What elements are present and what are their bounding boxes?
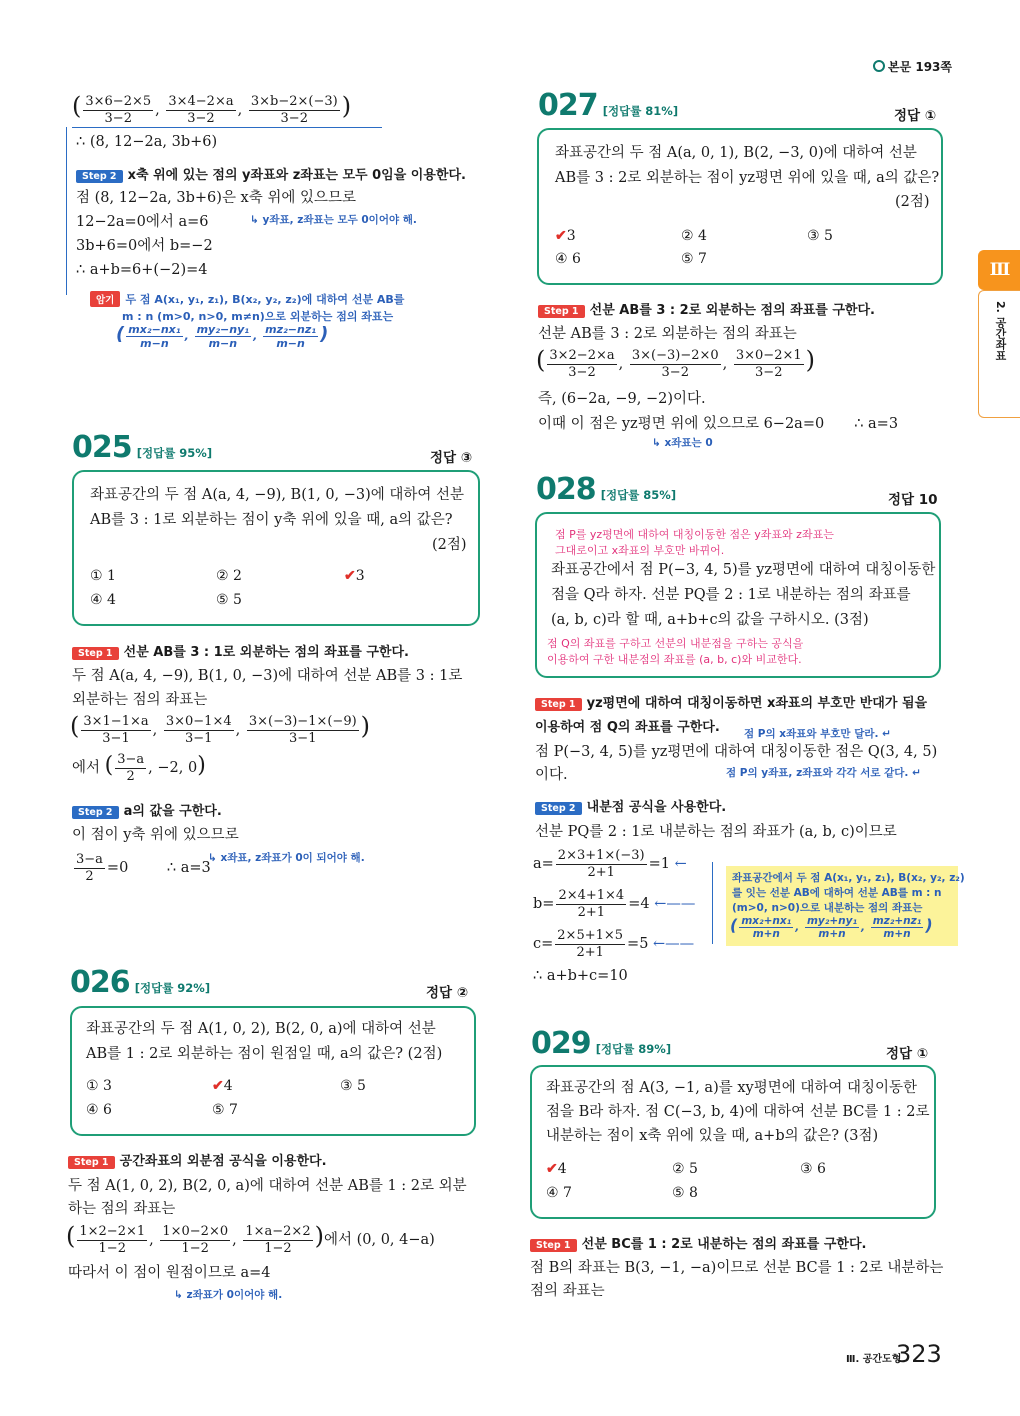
solution-line: ∴ a+b=6+(−2)=4 — [76, 262, 208, 278]
frac-numerator: 1×2−2×1 — [79, 1223, 146, 1239]
frac-denominator: 3−1 — [102, 730, 130, 746]
frac-denominator: 3−2 — [187, 110, 215, 126]
choice-4[interactable]: ④ 7 — [546, 1185, 572, 1201]
step-badge: Step 2 — [535, 802, 582, 815]
step-badge: Step 1 — [538, 305, 585, 318]
question-line: (a, b, c)라 할 때, a+b+c의 값을 구하시오. (3점) — [551, 612, 869, 628]
frac-denominator: 2+1 — [577, 904, 606, 920]
question-line: 내분하는 점이 x축 위에 있을 때, a+b의 값은? (3점) — [546, 1128, 879, 1144]
step-badge: Step 1 — [68, 1156, 115, 1169]
problem-025-box — [72, 470, 480, 626]
frac-numerator: my₂+ny₁ — [806, 915, 858, 927]
step2-header — [535, 796, 726, 815]
frac-denominator: 1−2 — [181, 1240, 209, 1256]
frac-denominator: 1−2 — [264, 1240, 292, 1256]
frac-numerator: 2×4+1×4 — [558, 888, 625, 903]
frac-numerator: my₂−ny₁ — [196, 323, 250, 336]
solution-line: 점 P(−3, 4, 5)를 yz평면에 대하여 대칭이동한 점은 Q(3, 4, 5) — [535, 744, 938, 760]
tip-formula: ( $\frac{\text{mx₂−nx₁}}{m-n}$ , $\frac{\text{my₂−ny₁}}{m-n}$ , $\frac{\text{mz₂−nz₁}}{m-n}$ ) — [116, 323, 329, 350]
frac-numerator: 3×2−2×a — [549, 347, 615, 363]
points: (2점) — [432, 537, 467, 553]
frac-numerator: 3×1−1×a — [83, 713, 149, 729]
section-label: 2. 공간좌표 — [994, 301, 1007, 361]
footer-chapter: Ⅲ. 공간도형 — [846, 1354, 902, 1365]
accuracy-rate: [정답률 89%] — [595, 1042, 672, 1056]
formula-fraction: ( $\frac{\text{mx₂+nx₁}}{m+n}$ , $\frac{\text{my₂+ny₁}}{m+n}$ , $\frac{\text{mz₂+nz₁}}{m+n}$ ) — [730, 915, 933, 940]
chapter-tab — [978, 250, 1020, 290]
choice-5[interactable]: ⑤ 7 — [212, 1102, 238, 1118]
frac-numerator: 3×(−3)−1×(−9) — [248, 713, 357, 729]
frac-numerator: 3×0−1×4 — [165, 713, 232, 729]
arrow-icon: ↳ — [208, 852, 221, 864]
arrow-icon: ↳ — [250, 214, 263, 226]
frac-numerator: 3×0−2×1 — [735, 347, 802, 363]
question-line: AB를 3 : 1로 외분하는 점이 y축 위에 있을 때, a의 값은? — [90, 512, 453, 528]
problem-026-header — [70, 965, 210, 1000]
hint-note: 점 Q의 좌표를 구하고 선분의 내분점을 구하는 공식을 — [547, 637, 804, 650]
annotation-note: ↳ z좌표가 0이어야 해. — [174, 1289, 283, 1301]
step-badge: Step 1 — [72, 647, 119, 660]
frac-numerator: 3×(−3)−2×0 — [631, 347, 719, 363]
step-title: a의 값을 구한다. — [123, 804, 222, 819]
checkmark-icon: ✔ — [546, 1161, 558, 1177]
step-title: 선분 AB를 3 : 1로 외분하는 점의 좌표를 구한다. — [123, 645, 409, 660]
frac-denominator: 3−1 — [289, 730, 317, 746]
problem-029-header — [531, 1026, 671, 1061]
solution-line: 점의 좌표는 — [530, 1283, 605, 1299]
solution-line: 두 점 A(1, 0, 2), B(2, 0, a)에 대하여 선분 AB를 1 : 2로 외분 — [68, 1178, 467, 1194]
equation-c: c= $\frac{2\times 5+1\times 5}{2+1}$ =5 ←—— — [533, 928, 695, 960]
step-title: yz평면에 대하여 대칭이동하면 x좌표의 부호만 반대가 됨을 — [586, 696, 928, 711]
equation-a: a= $\frac{2\times 3+1\times(-3)}{2+1}$ =1 ← — [533, 848, 687, 880]
equation-b: b= $\frac{2\times 4+1\times 4}{2+1}$ =4 ←—— — [533, 888, 696, 920]
question-line: 점을 B라 하자. 점 C(−3, b, 4)에 대하여 선분 BC를 1 : 2로 — [546, 1104, 930, 1120]
external-point-formula: ( $\frac{3\times 2-2\times a}{3-2}$ , $\frac{3\times(-3)-2\times 0}{3-2}$ , $\frac{3\times 0-2\times 1}{3-2}$ ) — [536, 346, 816, 380]
choice-2[interactable]: ② 4 — [681, 228, 707, 244]
frac-numerator: 3×b−2×(−3) — [250, 93, 338, 109]
solution-line: 이다. — [535, 767, 568, 783]
step-title: x축 위에 있는 점의 y좌표와 z좌표는 모두 0임을 이용한다. — [127, 168, 466, 183]
solution-line: 선분 PQ를 2 : 1로 내분하는 점의 좌표가 (a, b, c)이므로 — [535, 824, 897, 840]
solution-line: 점 (8, 12−2a, 3b+6)은 x축 위에 있으므로 — [76, 190, 357, 206]
accuracy-rate: [정답률 85%] — [600, 488, 677, 502]
step1-header — [72, 641, 409, 660]
step-title: 이용하여 점 Q의 좌표를 구한다. — [535, 720, 720, 735]
solution-line: ∴ a+b+c=10 — [533, 968, 628, 984]
formula-box — [726, 866, 965, 946]
checkmark-icon: ✔ — [555, 228, 567, 244]
frac-denominator: 2 — [85, 868, 94, 884]
step1-header — [530, 1233, 866, 1252]
problem-number: 026 — [70, 965, 130, 1000]
circle-bullet-icon — [873, 60, 885, 72]
frac-denominator: 2+1 — [587, 864, 615, 880]
step-badge: Step 1 — [530, 1239, 577, 1252]
choice-2[interactable]: ② 2 — [216, 568, 242, 584]
solution-line: 3b+6=0에서 b=−2 — [76, 238, 213, 254]
solution-line: 두 점 A(a, 4, −9), B(1, 0, −3)에 대하여 선분 AB를 3 : 1로 — [72, 668, 463, 684]
external-point-formula: ( $\frac{1\times 2-2\times 1}{1-2}$ , $\frac{1\times 0-2\times 0}{1-2}$ , $\frac{1\times a-2\times 2}{1-2}$ )에서 (0, 0, 4−a) — [66, 1222, 435, 1256]
question-line: AB를 3 : 2로 외분하는 점이 yz평면 위에 있을 때, a의 값은? — [555, 170, 940, 186]
problem-025-header — [72, 430, 212, 465]
choice-4[interactable]: ④ 6 — [86, 1102, 112, 1118]
choice-3[interactable]: ③ 5 — [340, 1078, 366, 1094]
question-line: 좌표공간의 두 점 A(1, 0, 2), B(2, 0, a)에 대하여 선분 — [86, 1021, 436, 1037]
hint-note: 그대로이고 x좌표의 부호만 바뀌어. — [555, 544, 725, 557]
frac-numerator: mz₂−nz₁ — [265, 323, 317, 336]
frac-denominator: 3−1 — [185, 730, 213, 746]
step-title: 선분 BC를 1 : 2로 내분하는 점의 좌표를 구한다. — [581, 1237, 867, 1252]
choice-2[interactable]: ② 5 — [672, 1161, 698, 1177]
solution-line: 에서 ( $\frac{3-a}{2}$ , −2, 0) — [72, 752, 206, 784]
step-title: 내분점 공식을 사용한다. — [586, 800, 727, 815]
step-badge: Step 1 — [535, 698, 582, 711]
step-badge: Step 2 — [72, 806, 119, 819]
frac-denominator: m−n — [140, 337, 169, 350]
answer-label: 정답 ③ — [430, 450, 473, 466]
annotation-note: 점 P의 y좌표, z좌표와 각각 서로 같다. ↵ — [726, 767, 921, 779]
problem-027-box — [537, 128, 943, 285]
external-point-formula: ( $\frac{3\times 6-2\times 5}{3-2}$ , $\frac{3\times 4-2\times a}{3-2}$ , $\frac{3\times b-2\times(-3)}{3-2}$ ) — [72, 92, 352, 126]
frac-numerator: 3×6−2×5 — [85, 93, 152, 109]
choice-4[interactable]: ④ 6 — [555, 251, 581, 267]
frac-denominator: m+n — [883, 928, 911, 940]
solution-line: $\frac{3-a}{2}$ =0 ∴ a=3 — [76, 852, 211, 884]
step2-header — [76, 164, 466, 183]
accuracy-rate: [정답률 92%] — [134, 981, 211, 995]
question-line: 좌표공간에서 점 P(−3, 4, 5)를 yz평면에 대하여 대칭이동한 — [551, 562, 936, 578]
frac-numerator: mx₂−nx₁ — [128, 323, 181, 336]
problem-027-header — [538, 88, 678, 123]
tip-text: m : n (m>0, n>0, m≠n)으로 외분하는 점의 좌표는 — [122, 310, 394, 323]
frac-numerator: mz₂+nz₁ — [872, 915, 922, 927]
choice-2-correct[interactable]: ✔4 — [212, 1078, 233, 1094]
frac-numerator: mx₂+nx₁ — [741, 915, 792, 927]
frac-numerator: 3−a — [117, 752, 145, 767]
annotation-note: ↳ y좌표, z좌표는 모두 0이어야 해. — [250, 214, 417, 226]
annotation-note: ↳ x좌표는 0 — [652, 437, 713, 449]
question-line: 좌표공간의 점 A(3, −1, a)를 xy평면에 대하여 대칭이동한 — [546, 1080, 918, 1096]
accuracy-rate: [정답률 81%] — [602, 104, 679, 118]
solution-line: 선분 AB를 3 : 2로 외분하는 점의 좌표는 — [538, 326, 797, 342]
annotation-note: ↳ x좌표, z좌표가 0이 되어야 해. — [208, 852, 365, 864]
step1-header — [68, 1150, 327, 1169]
section-tab — [978, 290, 1020, 418]
page-reference: 본문 193쪽 — [873, 58, 952, 75]
problem-026-box — [70, 1006, 476, 1136]
problem-029-box — [530, 1065, 936, 1219]
solution-line: 외분하는 점의 좌표는 — [72, 692, 208, 708]
problem-number: 029 — [531, 1026, 591, 1061]
choice-4[interactable]: ④ 4 — [90, 592, 116, 608]
page-number: 323 — [896, 1340, 942, 1368]
frac-numerator: 1×a−2×2 — [245, 1223, 311, 1239]
solution-line: 이때 이 점은 yz평면 위에 있으므로 6−2a=0 ∴ a=3 — [538, 416, 899, 432]
checkmark-icon: ✔ — [344, 568, 356, 584]
points: (2점) — [895, 194, 930, 210]
external-point-formula: ( $\frac{3\times 1-1\times a}{3-1}$ , $\frac{3\times 0-1\times 4}{3-1}$ , $\frac{3\times(-3)-1\times(-9)}{3-1}$ ) — [70, 712, 371, 746]
question-line: 좌표공간의 두 점 A(a, 4, −9), B(1, 0, −3)에 대하여 선분 — [90, 487, 465, 503]
choice-3[interactable]: ③ 6 — [800, 1161, 826, 1177]
frac-denominator: m+n — [752, 928, 780, 940]
arrow-icon: ↵ — [908, 767, 921, 779]
solution-line: 점 B의 좌표는 B(3, −1, −a)이므로 선분 BC를 1 : 2로 내분하는 — [530, 1260, 944, 1276]
arrow-icon: ↳ — [174, 1289, 187, 1301]
solution-line: 이 점이 y축 위에 있으므로 — [72, 827, 239, 843]
step1-header — [535, 692, 927, 711]
question-line: 점을 Q라 하자. 선분 PQ를 2 : 1로 내분하는 점의 좌표를 — [551, 587, 911, 603]
frac-denominator: 3−2 — [755, 364, 783, 380]
tip-text: 두 점 A(x₁, y₁, z₁), B(x₂, y₂, z₂)에 대하여 선분 AB를 — [125, 293, 405, 306]
frac-denominator: 3−2 — [661, 364, 689, 380]
frac-denominator: m−n — [276, 337, 305, 350]
choice-1[interactable]: ① 3 — [86, 1078, 112, 1094]
memorize-tip — [90, 288, 404, 307]
step-title: 공간좌표의 외분점 공식을 이용한다. — [119, 1154, 327, 1169]
chapter-numeral: Ⅲ — [989, 260, 1011, 280]
solution-line: 하는 점의 좌표는 — [68, 1201, 176, 1217]
frac-numerator: 3−a — [76, 852, 103, 867]
step-title: 선분 AB를 3 : 2로 외분하는 점의 좌표를 구한다. — [589, 303, 875, 318]
highlight-underline — [72, 127, 382, 128]
answer-label: 정답 10 — [888, 492, 938, 508]
frac-denominator: 3−2 — [104, 110, 132, 126]
choice-3-correct[interactable]: ✔3 — [344, 568, 365, 584]
frac-denominator: m−n — [208, 337, 238, 350]
question-line: AB를 1 : 2로 외분하는 점이 원점일 때, a의 값은? (2점) — [86, 1046, 443, 1062]
annotation-note: 점 P의 x좌표와 부호만 달라. ↵ — [744, 728, 891, 740]
hint-note: 이용하여 구한 내분점의 좌표를 (a, b, c)와 비교한다. — [547, 653, 802, 666]
hint-note: 점 P를 yz평면에 대하여 대칭이동한 점은 y좌표와 z좌표는 — [555, 528, 834, 541]
choice-1-correct[interactable]: ✔4 — [546, 1161, 567, 1177]
choice-3[interactable]: ③ 5 — [807, 228, 833, 244]
choice-1[interactable]: ① 1 — [90, 568, 116, 584]
frac-denominator: 3−2 — [280, 110, 308, 126]
choice-1-correct[interactable]: ✔3 — [555, 228, 576, 244]
solution-line: 12−2a=0에서 a=6 — [76, 214, 209, 230]
result-line: ∴ (8, 12−2a, 3b+6) — [76, 134, 218, 150]
answer-label: 정답 ② — [426, 985, 469, 1001]
formula-text: 좌표공간에서 두 점 A(x₁, y₁, z₁), B(x₂, y₂, z₂) — [732, 872, 965, 884]
frac-denominator: 2+1 — [576, 944, 604, 960]
step2-header — [72, 800, 222, 819]
frac-denominator: 3−2 — [568, 364, 596, 380]
bracket-line — [712, 862, 713, 944]
formula-text: (m>0, n>0)으로 내분하는 점의 좌표는 — [732, 902, 923, 914]
frac-numerator: 2×3+1×(−3) — [557, 848, 645, 863]
checkmark-icon: ✔ — [212, 1078, 224, 1094]
problem-028-box — [535, 512, 941, 678]
problem-number: 025 — [72, 430, 132, 465]
choice-5[interactable]: ⑤ 8 — [672, 1185, 698, 1201]
arrow-icon: ↳ — [652, 437, 665, 449]
accuracy-rate: [정답률 95%] — [136, 446, 213, 460]
step-badge: Step 2 — [76, 170, 123, 183]
frac-denominator: 1−2 — [98, 1240, 126, 1256]
problem-number: 027 — [538, 88, 598, 123]
tip-badge: 암기 — [90, 291, 120, 307]
bracket-line — [66, 127, 67, 295]
frac-numerator: 1×0−2×0 — [162, 1223, 229, 1239]
solution-line: 따라서 이 점이 원점이므로 a=4 — [68, 1265, 271, 1281]
choice-5[interactable]: ⑤ 7 — [681, 251, 707, 267]
problem-028-header — [536, 472, 676, 507]
solution-line: 즉, (6−2a, −9, −2)이다. — [538, 391, 706, 407]
arrow-icon: ↵ — [878, 728, 891, 740]
choice-5[interactable]: ⑤ 5 — [216, 592, 242, 608]
formula-text: 를 잇는 선분 AB에 대하여 선분 AB를 m : n — [732, 887, 942, 899]
answer-label: 정답 ① — [886, 1046, 929, 1062]
step1-header — [538, 299, 875, 318]
question-line: 좌표공간의 두 점 A(a, 0, 1), B(2, −3, 0)에 대하여 선분 — [555, 145, 917, 161]
answer-label: 정답 ① — [894, 108, 937, 124]
frac-denominator: m+n — [818, 928, 846, 940]
problem-number: 028 — [536, 472, 596, 507]
frac-denominator: 2 — [126, 768, 135, 784]
frac-numerator: 3×4−2×a — [168, 93, 234, 109]
frac-numerator: 2×5+1×5 — [557, 928, 624, 943]
